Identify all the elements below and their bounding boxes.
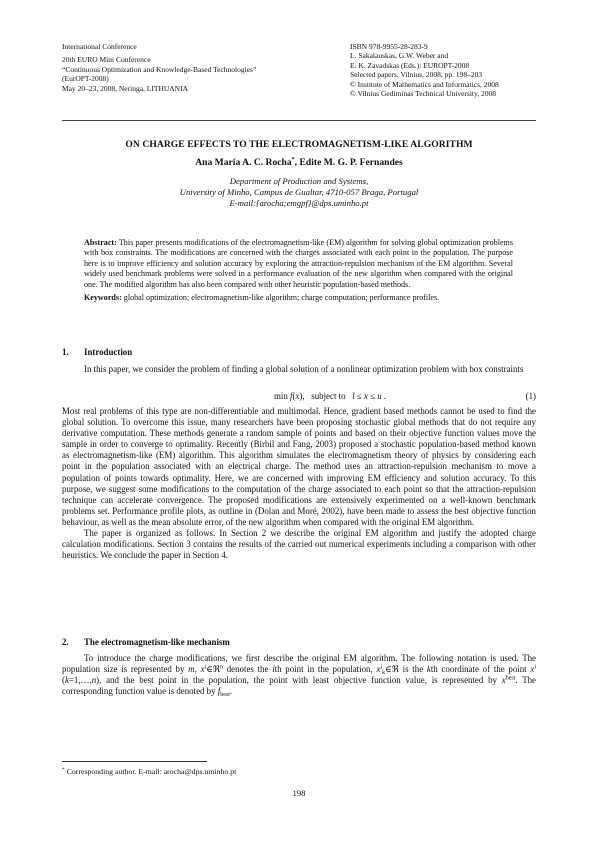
header-line: E. K. Zavadskas (Eds.): EUROPT-2008 [350, 60, 470, 70]
section-number: 2. [62, 637, 69, 647]
section-heading [62, 347, 132, 357]
header-line: Selected papers. Vilnius, 2008, pp. 198–203 [350, 70, 483, 80]
eq-min: min [274, 391, 288, 401]
affiliation-line: Department of Production and Systems, [229, 176, 369, 186]
header-divider [62, 120, 536, 121]
header-line: L. Sakalauskas, G.W. Weber and [350, 51, 449, 61]
paragraph: In this paper, we consider the problem of finding a global solution of a nonlinear optimization problem with box constraints [84, 364, 524, 374]
header-line: (EurOPT-2008) [62, 74, 109, 84]
header-publication-info [350, 42, 550, 98]
author-name: Edite M. G. P. Fernandes [299, 157, 403, 168]
section-heading [62, 637, 230, 647]
authors [62, 157, 536, 168]
eq-symbol: ), [299, 391, 305, 401]
eq-symbol: ≤ [367, 391, 378, 401]
header-line: © Vilnius Gediminas Technical University, 2008 [350, 89, 497, 99]
eq-symbol: x [363, 391, 368, 401]
header-line: “Continuous Optimization and Knowledge-Based Technologies” [62, 64, 257, 74]
eq-symbol: f [290, 391, 293, 401]
footnote-divider [62, 761, 207, 762]
section-number: 1. [62, 347, 69, 357]
section-1-paragraphs [62, 406, 536, 561]
eq-symbol: x [295, 391, 300, 401]
footnote [62, 767, 236, 776]
section-title: The electromagnetism-like mechanism [84, 637, 230, 647]
header-line: 20th EURO Mini Conference [62, 55, 151, 65]
paragraph: To introduce the charge modifications, we first describe the original EM algorithm. The following notation is used. The population size is represented by m, $x^i\in ℜ^n$ denotes the ith point in the population, $x^i_k\in ℜ$ is the kth coordinate of the point $x^i$ (k=1,…,n), and the best point in the population, the point with least objective function value, is represented by $x^{best}$. The corresponding function value is denoted by $f_{best}$. [62, 653, 537, 699]
section-title: Introduction [84, 347, 133, 357]
footnote-marker: * [62, 767, 65, 773]
header-line: © Institute of Mathematics and Informatics, 2008 [350, 79, 499, 89]
abstract-text: This paper presents modifications of the electromagnetism-like (EM) algorithm for solving global optimization problems with box constraints. The modifications are concerned with the charges associated with each point in the population. The purpose here is to improve efficiency and solution accuracy by exploring the attraction-repulsion mechanism of the EM algorithm. Several widely used benchmark problems were solved in a performance evaluation of the new algorithm when compared with the original one. The modified algorithm has also been compared with other heuristic population-based methods. [84, 238, 513, 289]
affiliation-line: University of Minho, Campus de Gualtar, 4710-057 Braga, Portugal [179, 186, 419, 197]
eq-symbol: u [377, 391, 382, 401]
paper-title: ON CHARGE EFFECTS TO THE ELECTROMAGNETISM-LIKE ALGORITHM [125, 139, 473, 150]
section-1-paragraph [62, 364, 536, 375]
eq-subject-to: subject to [311, 391, 346, 401]
eq-symbol: ≤ [354, 391, 364, 401]
paragraph: Most real problems of this type are non-differentiable and multimodal. Hence, gradient based methods cannot be used to find the global solution. To overcome this issue, many researchers have been proposing stochastic global methods that do not require any derivative computation. These methods generate a random sample of points and based on their objective function values move the sample in order to converge to optimality. Recently (Birbil and Fang, 2003) proposed a stochastic population-based method known as electromagnetism-like (EM) algorithm. This algorithm simulates the electromagnetism theory of physics by considering each point in the population associated with an electrical charge. The method uses an attraction-repulsion mechanism to move a population of points towards optimality. Here, we are concerned with improving EM efficiency and solution accuracy. To this purpose, we suggest some modifications to the computation of the charge associated to each point so that the attraction-repulsion technique can accelerate convergence. The proposed modifications are extensively experimented on a well-known benchmark problems set. Performance profile plots, as outline in (Dolan and Moré, 2002), have been made to assess the best objective function behaviour, as well as the mean absolute error, of the new algorithm when compared with the original EM algorithm. [62, 406, 536, 527]
eq-symbol: ( [292, 391, 296, 401]
header-conference-info [62, 42, 332, 93]
header-line: May 20–23, 2008, Neringa, LITHUANIA [62, 83, 189, 93]
author-separator: , [294, 157, 300, 168]
footnote-marker: * [291, 157, 295, 163]
abstract [84, 238, 513, 303]
equation-1 [62, 391, 536, 403]
header-line: ISBN 978-9955-28-283-9 [350, 42, 428, 51]
affiliation [62, 176, 536, 208]
paragraph: The paper is organized as follows. In Section 2 we describe the original EM algorithm and justify the adopted charge calculation modifications. Section 3 contains the results of the carried out numerical experiments including a comparison with other heuristics. We conclude the paper in Section 4. [62, 528, 536, 561]
author-name: Ana Maria A. C. Rocha [195, 157, 292, 168]
keywords-text: global optimization; electromagnetism-like algorithm; charge computation; performance profiles. [121, 293, 440, 303]
eq-symbol: l [352, 391, 355, 401]
equation-expression [274, 391, 386, 401]
keywords-label: Keywords: [84, 293, 122, 303]
page-number: 198 [292, 788, 306, 798]
abstract-label: Abstract: [84, 238, 117, 247]
footnote-text: Corresponding author. E-mail: arocha@dps.uminho.pt [64, 767, 237, 776]
affiliation-email: E-mail:{arocha;emgpf}@dps.uminho.pt [229, 197, 369, 208]
equation-number: (1) [525, 391, 536, 401]
section-2-paragraph [62, 653, 536, 697]
eq-symbol: . [381, 391, 387, 401]
header-line: International Conference [62, 42, 137, 51]
